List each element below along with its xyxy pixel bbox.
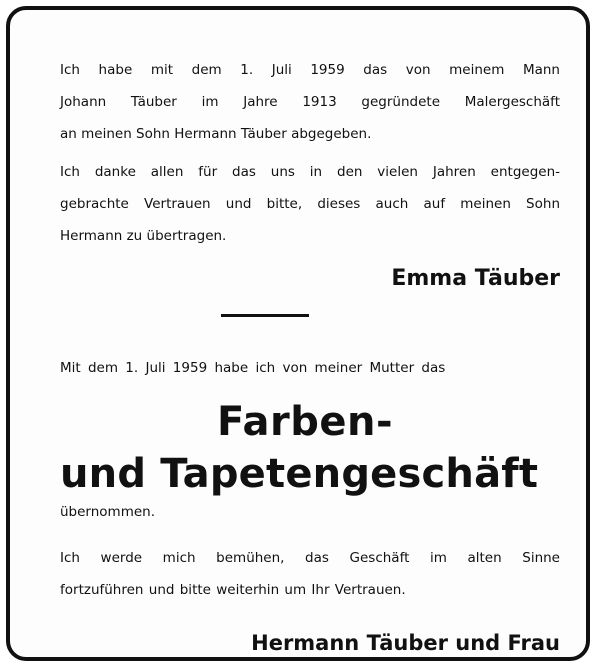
signature-emma: Emma Täuber	[391, 266, 560, 291]
text-line: Hermann zu übertragen.	[60, 228, 227, 244]
text-line: Ich werde mich bemühen, das Geschäft im alten Sinne	[60, 550, 560, 566]
text-line: gebrachte Vertrauen und bitte, dieses auch auf meinen Sohn	[60, 196, 560, 212]
notice-content	[60, 54, 560, 658]
divider-line	[221, 314, 309, 317]
thanks-paragraph	[60, 156, 560, 252]
text-line: an meinen Sohn Hermann Täuber abgegeben.	[60, 126, 372, 142]
text-line: Ich danke allen für das uns in den vielen Jahren entgegen-	[60, 164, 560, 180]
promise-paragraph	[60, 542, 560, 606]
signature-hermann: Hermann Täuber und Frau	[251, 631, 560, 655]
takeover-intro	[60, 352, 560, 384]
taken-over-text: übernommen.	[60, 504, 156, 520]
text-line: Mit dem 1. Juli 1959 habe ich von meiner Mutter das	[60, 360, 446, 376]
headline-farben: Farben-	[217, 399, 394, 445]
headline-tapetengeschaeft: und Tapetengeschäft	[60, 451, 539, 497]
text-line: Johann Täuber im Jahre 1913 gegründete Malergeschäft	[60, 94, 560, 110]
handover-paragraph	[60, 54, 560, 150]
text-line: Ich habe mit dem 1. Juli 1959 das von meinem Mann	[60, 62, 560, 78]
advertisement-frame	[6, 6, 590, 661]
text-line: fortzuführen und bitte weiterhin um Ihr Vertrauen.	[60, 582, 406, 598]
